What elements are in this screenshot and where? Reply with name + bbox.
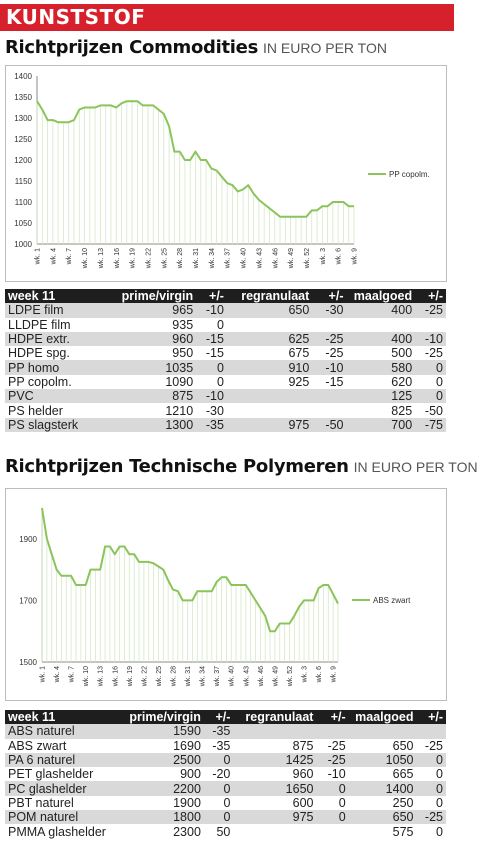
price-cell: -25 <box>312 346 346 360</box>
y-tick-label: 1900 <box>19 534 37 544</box>
price-cell <box>415 318 446 332</box>
price-cell: -25 <box>312 332 346 346</box>
price-cell: 0 <box>204 810 233 824</box>
material-name: HDPE extr. <box>5 332 105 346</box>
technical-polymers-title <box>5 456 478 477</box>
x-tick-label: wk. 9 <box>351 248 359 265</box>
price-cell: 1690 <box>115 739 204 753</box>
technical-polymers-title-text: Richtprijzen Technische Polymeren <box>5 456 349 477</box>
legend-label: ABS zwart <box>373 596 411 605</box>
x-tick-label: wk. 7 <box>66 248 74 265</box>
price-cell: 1590 <box>115 724 204 738</box>
price-cell: 620 <box>346 375 415 389</box>
price-cell: 0 <box>204 781 233 795</box>
price-cell <box>233 724 316 738</box>
price-cell: 675 <box>227 346 312 360</box>
table-row <box>5 810 446 824</box>
y-tick-label: 1000 <box>14 240 32 249</box>
price-cell <box>312 389 346 403</box>
y-tick-label: 1300 <box>14 114 32 123</box>
x-tick-label: wk. 6 <box>335 248 343 265</box>
table-row <box>5 332 446 346</box>
material-name: PMMA glashelder <box>5 824 115 838</box>
price-cell <box>346 318 415 332</box>
x-tick-label: wk. 25 <box>161 248 169 269</box>
price-cell: 0 <box>196 318 227 332</box>
x-tick-label: wk. 40 <box>240 248 248 269</box>
banner-label: KUNSTSTOF <box>6 5 146 29</box>
x-tick-label: wk. 31 <box>193 248 200 269</box>
price-cell: -10 <box>312 360 346 374</box>
x-tick-label: wk. 3 <box>301 666 309 683</box>
x-tick-label: wk. 49 <box>288 248 296 269</box>
x-tick-label: wk. 6 <box>316 666 324 683</box>
x-tick-label: wk. 37 <box>224 248 232 269</box>
x-tick-label: wk. 37 <box>214 666 222 687</box>
price-cell: 925 <box>227 375 312 389</box>
price-cell: 1425 <box>233 753 316 767</box>
price-cell: -15 <box>196 346 227 360</box>
table-row <box>5 389 446 403</box>
price-cell: 1400 <box>349 781 417 795</box>
price-cell: 875 <box>233 739 316 753</box>
material-name: LDPE film <box>5 303 105 317</box>
x-tick-label: wk. 16 <box>112 666 120 687</box>
table-row <box>5 346 446 360</box>
table-row <box>5 360 446 374</box>
table-row <box>5 824 446 838</box>
price-cell: 0 <box>316 796 348 810</box>
commodities-price-table <box>5 289 446 432</box>
price-cell: -15 <box>312 375 346 389</box>
price-cell: 0 <box>316 781 348 795</box>
y-tick-label: 1200 <box>14 156 32 165</box>
price-cell: -35 <box>196 418 227 432</box>
y-tick-label: 1250 <box>14 135 32 144</box>
price-cell: 825 <box>346 403 415 417</box>
y-tick-label: 1100 <box>14 198 32 207</box>
price-cell: 2300 <box>115 824 204 838</box>
x-tick-label: wk. 13 <box>97 248 105 269</box>
price-cell: 1210 <box>105 403 196 417</box>
price-cell: 650 <box>349 739 417 753</box>
legend-label: PP copolm. <box>389 170 430 179</box>
price-cell: 0 <box>415 375 446 389</box>
price-cell: 50 <box>204 824 233 838</box>
commodities-title-text: Richtprijzen Commodities <box>5 37 258 58</box>
price-cell: 700 <box>346 418 415 432</box>
material-name: HDPE spg. <box>5 346 105 360</box>
y-tick-label: 1050 <box>14 219 32 228</box>
x-tick-label: wk. 19 <box>126 666 134 687</box>
price-cell: 0 <box>196 375 227 389</box>
price-cell: -30 <box>196 403 227 417</box>
column-header: +/- <box>312 289 346 303</box>
price-cell: 900 <box>115 767 204 781</box>
column-header: +/- <box>416 710 446 724</box>
price-cell <box>227 403 312 417</box>
price-cell: -25 <box>415 303 446 317</box>
column-header: maalgoed <box>346 289 415 303</box>
price-cell: 960 <box>105 332 196 346</box>
table-row <box>5 753 446 767</box>
price-cell: -10 <box>316 767 348 781</box>
price-cell: -35 <box>204 739 233 753</box>
column-header: +/- <box>204 710 233 724</box>
x-tick-label: wk. 9 <box>330 666 338 683</box>
price-cell: -25 <box>316 753 348 767</box>
table-row <box>5 418 446 432</box>
material-name: ABS naturel <box>5 724 115 738</box>
price-cell: -75 <box>415 418 446 432</box>
table-row <box>5 796 446 810</box>
table-row <box>5 724 446 738</box>
table-row <box>5 403 446 417</box>
price-cell <box>227 389 312 403</box>
column-header: regranulaat <box>227 289 312 303</box>
price-cell <box>233 824 316 838</box>
price-cell: 2500 <box>115 753 204 767</box>
x-tick-label: wk. 43 <box>256 248 264 269</box>
x-tick-label: wk. 31 <box>185 666 193 687</box>
table-row <box>5 303 446 317</box>
material-name: PBT naturel <box>5 796 115 810</box>
technical-polymers-price-chart <box>5 488 447 701</box>
x-tick-label: wk. 1 <box>34 248 42 265</box>
price-cell: 1650 <box>233 781 316 795</box>
price-cell: 1035 <box>105 360 196 374</box>
price-cell: -10 <box>415 332 446 346</box>
x-tick-label: wk. 4 <box>50 248 58 265</box>
x-tick-label: wk. 7 <box>68 666 76 683</box>
price-cell: -35 <box>204 724 233 738</box>
x-tick-label: wk. 4 <box>54 666 62 683</box>
x-tick-label: wk. 43 <box>243 666 251 687</box>
price-cell: 965 <box>105 303 196 317</box>
column-header: week 11 <box>5 710 115 724</box>
table-row <box>5 318 446 332</box>
x-tick-label: wk. 46 <box>257 666 265 687</box>
price-cell: 400 <box>346 332 415 346</box>
material-name: PS helder <box>5 403 105 417</box>
price-cell: 950 <box>105 346 196 360</box>
price-cell: 665 <box>349 767 417 781</box>
material-name: PET glashelder <box>5 767 115 781</box>
price-cell: 910 <box>227 360 312 374</box>
price-cell: 0 <box>204 796 233 810</box>
x-tick-label: wk. 40 <box>228 666 236 687</box>
x-tick-label: wk. 34 <box>208 248 216 269</box>
price-cell: 0 <box>196 360 227 374</box>
price-cell <box>349 724 417 738</box>
x-tick-label: wk. 34 <box>199 666 207 687</box>
price-cell: 650 <box>349 810 417 824</box>
price-cell: 875 <box>105 389 196 403</box>
price-cell: 0 <box>316 810 348 824</box>
price-cell <box>316 724 348 738</box>
material-name: PC glashelder <box>5 781 115 795</box>
x-tick-label: wk. 13 <box>97 666 105 687</box>
price-cell: 1300 <box>105 418 196 432</box>
y-tick-label: 1700 <box>19 596 37 606</box>
price-cell: 1050 <box>349 753 417 767</box>
price-cell <box>416 724 446 738</box>
price-cell: 0 <box>415 389 446 403</box>
y-tick-label: 1500 <box>19 658 37 667</box>
price-cell: -25 <box>415 346 446 360</box>
material-name: PVC <box>5 389 105 403</box>
column-header: +/- <box>196 289 227 303</box>
price-cell: -25 <box>316 739 348 753</box>
line-chart-svg <box>6 66 446 281</box>
x-tick-label: wk. 22 <box>145 248 153 269</box>
table-row <box>5 781 446 795</box>
price-cell: 500 <box>346 346 415 360</box>
x-tick-label: wk. 1 <box>39 666 47 683</box>
price-cell: -10 <box>196 303 227 317</box>
x-tick-label: wk. 16 <box>113 248 121 269</box>
price-cell: 1900 <box>115 796 204 810</box>
x-tick-label: wk. 19 <box>129 248 137 269</box>
price-cell: 960 <box>233 767 316 781</box>
material-name: PP copolm. <box>5 375 105 389</box>
price-cell: 975 <box>227 418 312 432</box>
price-cell: 1090 <box>105 375 196 389</box>
table-row <box>5 375 446 389</box>
material-name: POM naturel <box>5 810 115 824</box>
column-header: prime/virgin <box>105 289 196 303</box>
price-cell: 975 <box>233 810 316 824</box>
price-cell: -50 <box>312 418 346 432</box>
technical-polymers-price-table <box>5 710 446 839</box>
x-tick-label: wk. 46 <box>272 248 280 269</box>
y-tick-label: 1150 <box>14 177 32 186</box>
technical-polymers-unit: IN EURO PER TON <box>353 459 478 475</box>
x-tick-label: wk. 3 <box>319 248 327 265</box>
y-tick-label: 1400 <box>14 72 32 81</box>
line-chart-svg <box>6 489 446 700</box>
x-tick-label: wk. 10 <box>83 666 91 687</box>
price-cell <box>316 824 348 838</box>
price-cell: 0 <box>416 753 446 767</box>
price-cell: 0 <box>204 753 233 767</box>
section-banner <box>0 4 454 31</box>
x-tick-label: wk. 49 <box>272 666 280 687</box>
x-tick-label: wk. 28 <box>170 666 178 687</box>
x-tick-label: wk. 22 <box>141 666 149 687</box>
price-cell: 625 <box>227 332 312 346</box>
price-cell: 2200 <box>115 781 204 795</box>
material-name: ABS zwart <box>5 739 115 753</box>
price-cell: 650 <box>227 303 312 317</box>
x-tick-label: wk. 52 <box>286 666 294 687</box>
price-cell <box>227 318 312 332</box>
price-cell: 125 <box>346 389 415 403</box>
commodities-title <box>5 37 387 58</box>
x-tick-label: wk. 28 <box>177 248 185 269</box>
price-cell: -25 <box>416 810 446 824</box>
price-cell <box>312 318 346 332</box>
price-cell: 0 <box>415 360 446 374</box>
column-header: maalgoed <box>349 710 417 724</box>
price-cell <box>312 403 346 417</box>
y-tick-label: 1350 <box>14 93 32 102</box>
commodities-price-chart <box>5 65 447 282</box>
price-cell: 935 <box>105 318 196 332</box>
column-header: +/- <box>415 289 446 303</box>
material-name: PA 6 naturel <box>5 753 115 767</box>
price-cell: 250 <box>349 796 417 810</box>
price-cell: -50 <box>415 403 446 417</box>
material-name: PS slagsterk <box>5 418 105 432</box>
price-cell: 0 <box>416 781 446 795</box>
column-header: +/- <box>316 710 348 724</box>
x-tick-label: wk. 10 <box>82 248 90 269</box>
x-tick-label: wk. 52 <box>303 248 311 269</box>
price-cell: 0 <box>416 824 446 838</box>
price-cell: -10 <box>196 389 227 403</box>
price-cell: 1800 <box>115 810 204 824</box>
price-cell: 0 <box>416 767 446 781</box>
price-cell: 575 <box>349 824 417 838</box>
column-header: prime/virgin <box>115 710 204 724</box>
table-row <box>5 767 446 781</box>
price-cell: -15 <box>196 332 227 346</box>
price-line <box>42 508 338 631</box>
price-cell: -30 <box>312 303 346 317</box>
column-header: regranulaat <box>233 710 316 724</box>
commodities-unit: IN EURO PER TON <box>263 40 387 56</box>
material-name: LLDPE film <box>5 318 105 332</box>
price-cell: 600 <box>233 796 316 810</box>
price-cell: 580 <box>346 360 415 374</box>
price-cell: -25 <box>416 739 446 753</box>
price-cell: 400 <box>346 303 415 317</box>
price-cell: 0 <box>416 796 446 810</box>
table-row <box>5 739 446 753</box>
x-tick-label: wk. 25 <box>155 666 163 687</box>
material-name: PP homo <box>5 360 105 374</box>
column-header: week 11 <box>5 289 105 303</box>
price-cell: -20 <box>204 767 233 781</box>
